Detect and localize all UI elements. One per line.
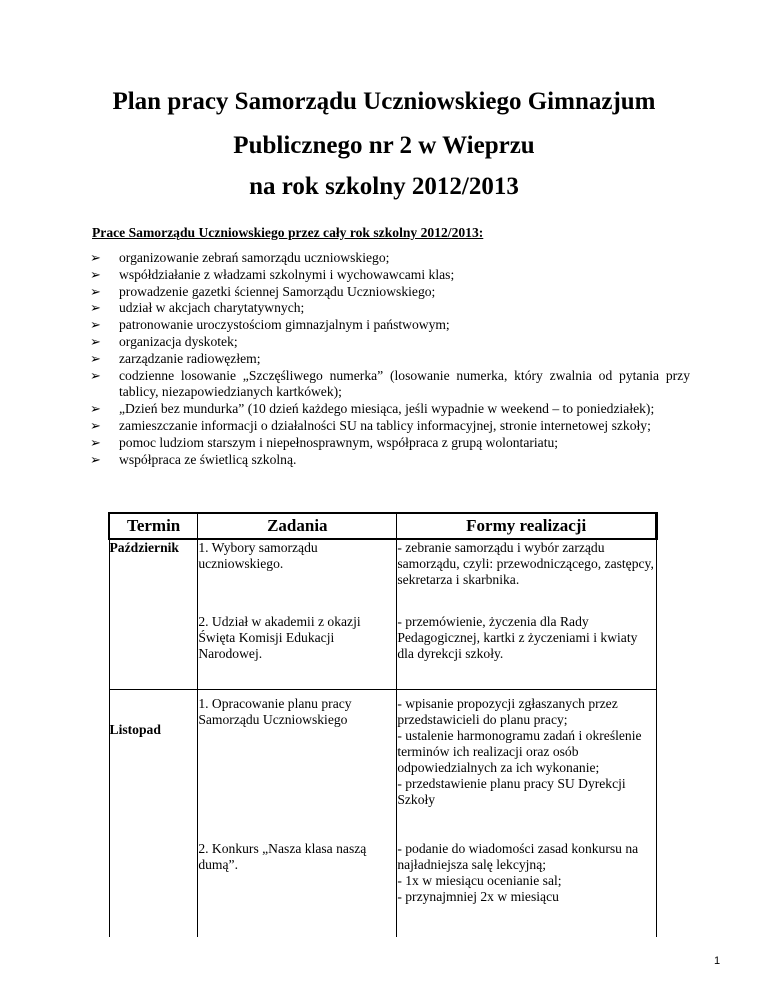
- header-formy: Formy realizacji: [397, 513, 657, 539]
- list-item: ➢ organizacja dyskotek;: [90, 333, 238, 349]
- title-line-3: na rok szkolny 2012/2013: [249, 173, 519, 200]
- task-cell: 1. Opracowanie planu pracy Samorządu Uczniowskiego: [198, 689, 397, 837]
- arrow-bullet-icon: ➢: [90, 367, 101, 383]
- task-cell: 2. Konkurs „Nasza klasa naszą dumą”.: [198, 837, 397, 937]
- term-cell: Październik: [109, 539, 198, 689]
- arrow-bullet-icon: ➢: [90, 350, 101, 366]
- arrow-bullet-icon: ➢: [90, 300, 101, 316]
- task-cell: 1. Wybory samorządu uczniowskiego.: [198, 539, 397, 614]
- form-line: - przynajmniej 2x w miesiącu: [397, 889, 559, 904]
- list-item: ➢ pomoc ludziom starszym i niepełnosprawnym, współpraca z grupą wolontariatu;: [90, 434, 559, 450]
- form-cell: - przemówienie, życzenia dla Rady Pedagogicznej, kartki z życzeniami i kwiaty dla dyrekcji szkoły.: [397, 614, 657, 689]
- list-item: ➢ patronowanie uroczystościom gimnazjalnym i państwowym;: [90, 317, 450, 333]
- table-row: [109, 689, 657, 837]
- form-line: - przedstawienie planu pracy SU Dyrekcji Szkoły: [397, 775, 626, 807]
- arrow-bullet-icon: ➢: [90, 434, 101, 450]
- form-line: - wpisanie propozycji zgłaszanych przez przedstawicieli do planu pracy;: [397, 695, 618, 727]
- arrow-bullet-icon: ➢: [90, 451, 101, 467]
- list-item: ➢ współdziałanie z władzami szkolnymi i wychowawcami klas;: [90, 266, 455, 282]
- section-subheading: Prace Samorządu Uczniowskiego przez cały rok szkolny 2012/2013:: [92, 225, 484, 240]
- list-item: ➢ udział w akcjach charytatywnych;: [90, 300, 305, 316]
- arrow-bullet-icon: ➢: [90, 333, 101, 349]
- table-header-row: [109, 513, 657, 539]
- list-item: ➢ codzienne losowanie „Szczęśliwego numerka” (losowanie numerka, który zwalnia od pytania przy tablicy, niezapowiedzianych kartkówek);: [90, 367, 690, 400]
- title-line-1: Plan pracy Samorządu Uczniowskiego Gimnazjum: [112, 88, 656, 115]
- list-item: ➢ organizowanie zebrań samorządu uczniowskiego;: [90, 250, 390, 265]
- form-cell: [397, 689, 657, 837]
- arrow-bullet-icon: ➢: [90, 266, 101, 282]
- term-cell: Listopad: [109, 689, 198, 937]
- arrow-bullet-icon: ➢: [90, 417, 101, 433]
- list-item: ➢ prowadzenie gazetki ściennej Samorządu Uczniowskiego;: [90, 283, 436, 299]
- form-cell: - zebranie samorządu i wybór zarządu samorządu, czyli: przewodniczącego, zastępcy, sekretarza i skarbnika.: [397, 539, 657, 614]
- list-item: ➢ zamieszczanie informacji o działalności SU na tablicy informacyjnej, stronie internetowej szkoły;: [90, 417, 651, 433]
- title-line-2: Publicznego nr 2 w Wieprzu: [233, 132, 535, 159]
- arrow-bullet-icon: ➢: [90, 283, 101, 299]
- activities-list: [90, 250, 690, 468]
- form-line: - ustalenie harmonogramu zadań i określenie terminów ich realizacji oraz osób odpowiedzialnych za ich wykonanie;: [397, 727, 642, 775]
- task-cell: 2. Udział w akademii z okazji Święta Komisji Edukacji Narodowej.: [198, 614, 397, 689]
- plan-table: [108, 512, 658, 937]
- table-row: [109, 539, 657, 614]
- list-item: ➢ zarządzanie radiowęzłem;: [90, 350, 261, 366]
- form-line: - podanie do wiadomości zasad konkursu na najładniejsza salę lekcyjną;: [397, 841, 639, 872]
- list-item: ➢ współpraca ze świetlicą szkolną.: [90, 451, 297, 467]
- arrow-bullet-icon: ➢: [90, 401, 101, 417]
- header-zadania: Zadania: [198, 513, 397, 539]
- arrow-bullet-icon: ➢: [90, 250, 101, 265]
- page-number: 1: [714, 955, 721, 967]
- header-termin: Termin: [109, 513, 198, 539]
- list-item: ➢ „Dzień bez mundurka” (10 dzień każdego miesiąca, jeśli wypadnie w weekend – to poniedziałek);: [90, 401, 655, 417]
- form-cell: [397, 837, 657, 937]
- arrow-bullet-icon: ➢: [90, 317, 101, 333]
- form-line: - 1x w miesiącu ocenianie sal;: [397, 873, 562, 888]
